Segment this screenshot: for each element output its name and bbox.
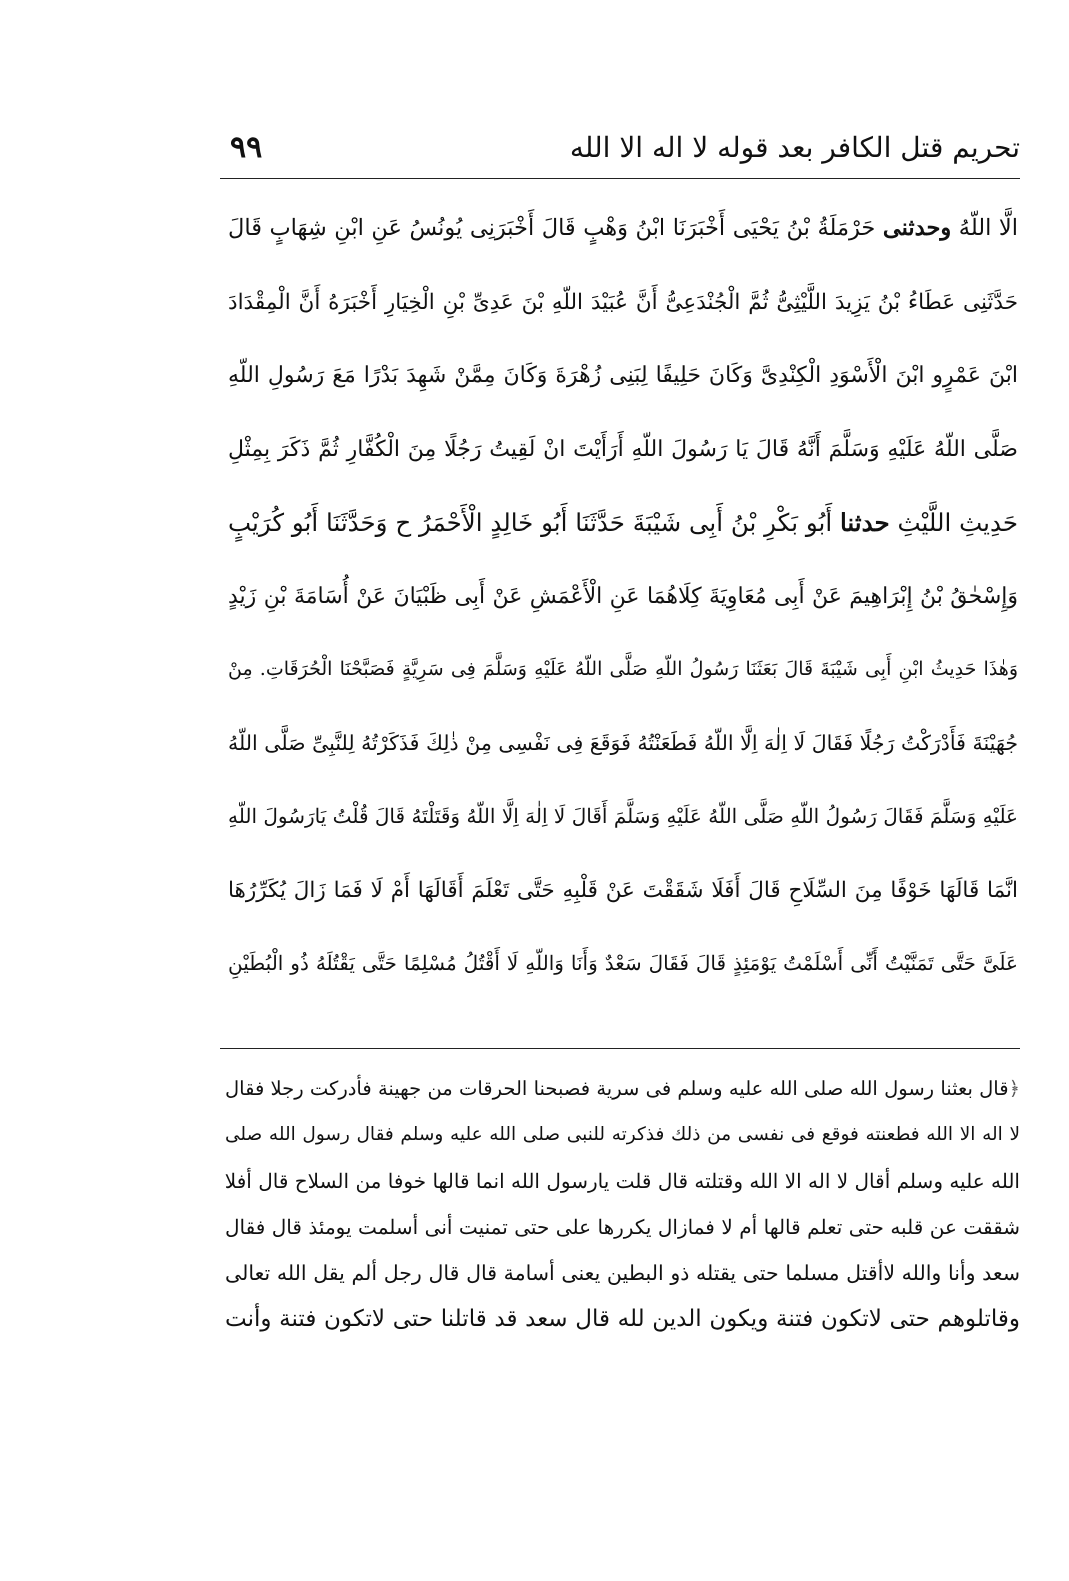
text-line: وَهٰذَا حَدِيثُ ابْنِ أَبِى شَيْبَةَ قَالَ بَعَثَنَا رَسُولُ اللّهِ صَلَّى اللّهُ عَلَيْهِ وَسَلَّمَ فِى سَرِيَّةٍ فَصَبَّحْنَا الْحُرَقَاتِ. مِنْ xyxy=(228,658,1018,680)
commentary-line xyxy=(225,1066,1020,1112)
page-number: ٩٩ xyxy=(230,130,263,165)
text-line: حَدَّثَنِى عَطَاءُ بْنُ يَزِيدَ اللَّيْثِىُّ ثُمَّ الْجُنْدَعِىُّ أَنَّ عُبَيْدَ اللّهِ بْنَ عَدِىِّ بْنِ الْخِيَارِ أَخْبَرَهُ أَنَّ الْمِقْدَادَ xyxy=(228,289,1018,315)
header-divider xyxy=(220,178,1020,179)
text-line: وَإِسْحٰقُ بْنُ إِبْرَاهِيمَ عَنْ أَبِى مُعَاوِيَةَ كِلَاهُمَا عَنِ الْأَعْمَشِ عَنْ أَبِى ظَبْيَانَ عَنْ أُسَامَةَ بْنِ زَيْدٍ xyxy=(228,583,1018,609)
commentary-line-text: قال بعثنا رسول الله صلى الله عليه وسلم فى سرية فصبحنا الحرقات من جهينة فأدركت رجلا فقال xyxy=(225,1077,1009,1100)
commentary-divider xyxy=(220,1048,1020,1049)
text-line: ابْنَ عَمْرٍو ابْنَ الْأَسْوَدِ الْكِنْدِىَّ وَكَانَ حَلِيفًا لِبَنِى زُهْرَةَ وَكَانَ مِمَّنْ شَهِدَ بَدْرًا مَعَ رَسُولِ اللّهِ xyxy=(228,363,1018,388)
transmission-marker: حدثنا xyxy=(839,508,890,537)
hadith-text xyxy=(228,192,1018,1001)
text-line: انَّمَا قَالَهَا خَوْفًا مِنَ السِّلَاحِ قَالَ أَفَلَا شَقَقْتَ عَنْ قَلْبِهِ حَتَّى تَعْلَمَ أَقَالَهَا أَمْ لَا فَمَا زَالَ يُكَرِّرُهَا xyxy=(228,877,1018,903)
text-line: جُهَيْنَةَ فَأَدْرَكْتُ رَجُلًا فَقَالَ لَا اِلٰهَ اِلَّا اللّهُ فَطَعَنْتُهُ فَوَقَعَ فِى نَفْسِى مِنْ ذٰلِكَ فَذَكَرْتُهُ لِلنَّبِىِّ صَلَّى اللّهُ xyxy=(228,730,1018,755)
commentary-line: الله عليه وسلم أقال لا اله الا الله وقتلته قال قلت يارسول الله انما قالها خوفا من السلاح قال أفلا xyxy=(224,1169,1020,1193)
text-line: الَّا اللّهُ وحدثنى حَرْمَلَةُ بْنُ يَحْيَى أَخْبَرَنَا ابْنُ وَهْبٍ قَالَ أَخْبَرَنِى يُونُسُ عَنِ ابْنِ شِهَابٍ قَالَ xyxy=(228,215,1018,241)
chapter-title: تحريم قتل الكافر بعد قوله لا اله الا الله xyxy=(569,131,1020,164)
commentary-line: شققت عن قلبه حتى تعلم قالها أم لا فمازال يكررها على حتى تمنيت أنى أسلمت يومئذ قال فقال xyxy=(225,1215,1020,1239)
text-line: صَلَّى اللّهُ عَلَيْهِ وَسَلَّمَ أَنَّهُ قَالَ يَا رَسُولَ اللّهِ أَرَأَيْتَ انْ لَقِيتُ رَجُلًا مِنَ الْكُفَّارِ ثُمَّ ذَكَرَ بِمِثْلِ xyxy=(228,436,1018,462)
commentary-text xyxy=(225,1066,1020,1342)
transmission-marker: وحدثنى xyxy=(882,215,952,241)
bracket-icon: ﴿ xyxy=(1008,1077,1020,1100)
commentary-line: لا اله الا الله فطعنته فوقع فى نفسى من ذلك فذكرته للنبى صلى الله عليه وسلم فقال رسول الله صلى xyxy=(225,1124,1020,1145)
running-header xyxy=(230,128,1020,172)
commentary-line: وقاتلوهم حتى لاتكون فتنة ويكون الدين لله قال سعد قد قاتلنا حتى لاتكون فتنة وأنت xyxy=(225,1306,1020,1332)
commentary-line: سعد وأنا والله لاأقتل مسلما حتى يقتله ذو البطين يعنى أسامة قال قال رجل ألم يقل الله تعالى xyxy=(225,1261,1020,1285)
text-line: عَلَىَّ حَتَّى تَمَنَّيْتُ أَنِّى أَسْلَمْتُ يَوْمَئِذٍ قَالَ فَقَالَ سَعْدٌ وَأَنَا وَاللّهِ لَا أَقْتُلُ مُسْلِمًا حَتَّى يَقْتُلَهُ ذُو الْبُطَيْنِ xyxy=(228,951,1018,975)
text-line: حَدِيثِ اللَّيْثِ حدثنا أَبُو بَكْرِ بْنُ أَبِى شَيْبَةَ حَدَّثَنَا أَبُو خَالِدٍ الْأَحْمَرُ ح وَحَدَّثَنَا أَبُو كُرَيْبٍ xyxy=(228,508,1018,537)
text-line: عَلَيْهِ وَسَلَّمَ فَقَالَ رَسُولُ اللّهِ صَلَّى اللّهُ عَلَيْهِ وَسَلَّمَ أَقَالَ لَا اِلٰهَ اِلَّا اللّهُ وَقَتَلْتَهُ قَالَ قُلْتُ يَارَسُولَ اللّهِ xyxy=(228,804,1018,828)
